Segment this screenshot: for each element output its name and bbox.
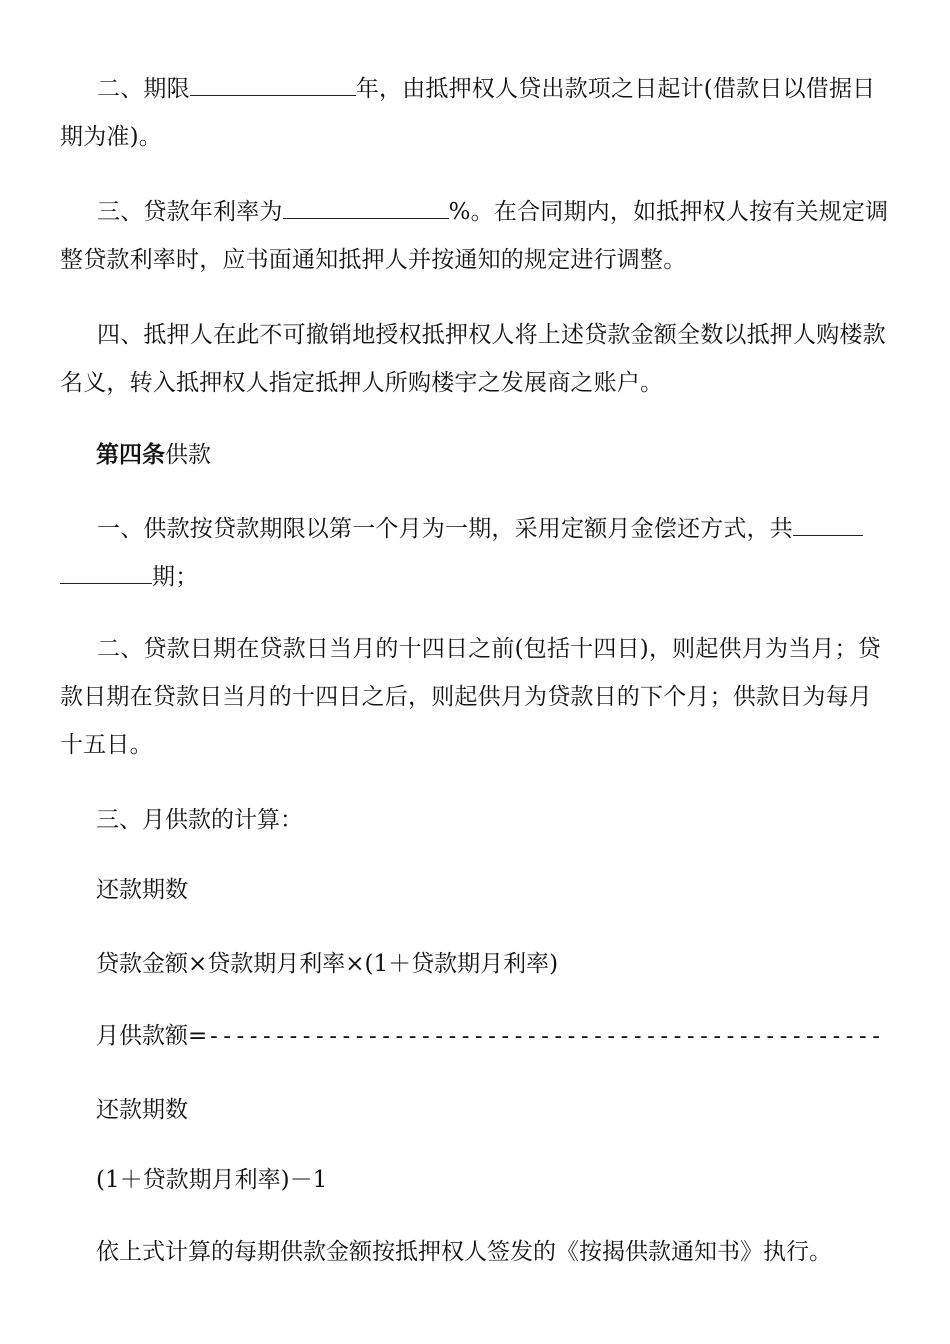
article-4-heading	[96, 435, 211, 475]
formula-fraction-bar: ---------------------------------------------------	[207, 1024, 883, 1049]
formula-main-line	[96, 1016, 883, 1057]
term-years-blank	[190, 73, 356, 96]
article-name: 供款	[165, 442, 211, 468]
rate-text-after: %。在合同期内，如抵押权人按有关规定调整贷款利率时，应书面通知抵押人并按通知的规定进行调整。	[60, 199, 889, 273]
formula-label: 月供款额=	[96, 1023, 208, 1049]
paragraph-interest-rate	[60, 188, 890, 284]
rate-text-before: 三、贷款年利率为	[97, 199, 283, 225]
term-text-after: 年，由抵押权人贷出款项之日起计(借款日以借据日期为准)。	[60, 76, 876, 150]
paragraph-calculation-heading: 三、月供款的计算：	[96, 807, 303, 833]
formula-denominator: (1＋贷款期月利率)－1	[96, 1167, 328, 1193]
paragraph-notice: 依上式计算的每期供款金额按抵押权人签发的《按揭供款通知书》执行。	[96, 1239, 832, 1265]
rate-blank	[283, 196, 449, 219]
paragraph-installments	[60, 505, 890, 601]
paragraph-authorization: 四、抵押人在此不可撤销地授权抵押权人将上述贷款金额全数以抵押人购楼款名义，转入抵押权人指定抵押人所购楼宇之发展商之账户。	[60, 322, 886, 396]
installments-text-before: 一、供款按贷款期限以第一个月为一期，采用定额月金偿还方式，共	[97, 516, 793, 542]
formula-numerator: 贷款金额×贷款期月利率×(1＋贷款期月利率)	[96, 951, 559, 977]
formula-exponent-bottom: 还款期数	[96, 1097, 188, 1123]
term-text-before: 二、期限	[97, 76, 190, 102]
paragraph-payment-date: 二、贷款日期在贷款日当月的十四日之前(包括十四日)，则起供月为当月；贷款日期在贷款日当月的十四日之后，则起供月为贷款日的下个月；供款日为每月十五日。	[60, 636, 881, 758]
installments-text-after: 期；	[152, 564, 199, 590]
paragraph-term	[60, 65, 890, 161]
installments-blank-1	[793, 513, 863, 536]
formula-exponent-top: 还款期数	[96, 877, 188, 903]
article-number: 第四条	[96, 441, 165, 468]
installments-blank-2	[60, 561, 152, 584]
